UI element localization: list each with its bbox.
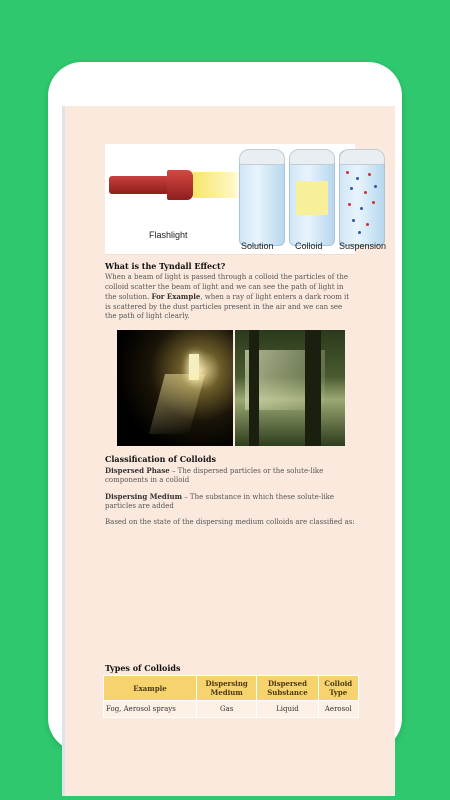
suspension-jar [339, 150, 385, 246]
flashlight-body [109, 176, 169, 194]
particle [358, 231, 361, 234]
table-cell: Fog, Aerosol sprays [104, 701, 197, 718]
phone-frame [48, 62, 402, 752]
classification-note: Based on the state of the dispersing medium colloids are classified as: [105, 517, 355, 526]
table-row [104, 701, 359, 718]
jar-lid [289, 149, 335, 165]
dispersed-phase-label: Dispersed Phase [105, 465, 170, 475]
light-beam [193, 172, 243, 198]
table-header-row [104, 676, 359, 701]
particle [350, 187, 353, 190]
types-heading: Types of Colloids [105, 663, 181, 673]
particle [346, 171, 349, 174]
blank-space [105, 533, 355, 657]
jar-lid [239, 149, 285, 165]
dispersing-medium-paragraph [105, 492, 355, 512]
tyndall-photos [117, 330, 355, 446]
particle [372, 201, 375, 204]
particle [352, 219, 355, 222]
suspension-label: Suspension [339, 241, 387, 251]
tyndall-heading: What is the Tyndall Effect? [105, 261, 226, 271]
particle [360, 207, 363, 210]
dark-room-photo [117, 330, 233, 446]
solution-jar [239, 150, 285, 246]
tyndall-illustration [105, 144, 387, 255]
classification-heading: Classification of Colloids [105, 453, 216, 464]
colloid-label: Colloid [295, 241, 323, 251]
particle [366, 223, 369, 226]
column-header: Dispersing Medium [197, 676, 257, 701]
jar-lid [339, 149, 385, 165]
dispersed-phase-text: – The dispersed particles or the solute-like components in a colloid [105, 466, 324, 484]
flashlight-label: Flashlight [149, 230, 188, 240]
dispersed-phase-paragraph [105, 466, 355, 486]
article-content [105, 144, 387, 718]
particle [356, 177, 359, 180]
tyndall-paragraph [105, 273, 355, 322]
colloid-jar [289, 150, 335, 246]
forest-photo [235, 330, 345, 446]
tree-trunk [305, 330, 321, 446]
particle [348, 203, 351, 206]
colloid-types-table [103, 675, 359, 718]
dispersing-medium-label: Dispersing Medium [105, 491, 182, 501]
column-header: Dispersed Substance [257, 676, 318, 701]
reader-screen[interactable] [58, 104, 392, 713]
example-text: , when a ray of light enters a dark room it is scattered by the dust particles present in the air and we can see the path of light clearly. [105, 293, 350, 320]
example-label: For Example [151, 292, 201, 301]
tyndall-body: When a beam of light is passed through a colloid the particles of the colloid scatter the beam of light and we can see the path of light in the solution. [105, 273, 349, 301]
flashlight-head [167, 170, 193, 200]
particle [368, 173, 371, 176]
table-cell: Liquid [257, 701, 318, 718]
particle [374, 185, 377, 188]
solution-label: Solution [241, 241, 274, 251]
light-ray [149, 374, 205, 434]
tree-trunk [249, 330, 259, 446]
column-header: Example [104, 676, 197, 701]
scattered-beam [296, 181, 328, 215]
column-header: Colloid Type [318, 676, 358, 701]
dispersing-medium-text: – The substance in which these solute-like particles are added [105, 492, 334, 510]
table-cell: Gas [197, 701, 257, 718]
particle [364, 191, 367, 194]
content-page [62, 106, 395, 796]
table-cell: Aerosol [318, 701, 358, 718]
